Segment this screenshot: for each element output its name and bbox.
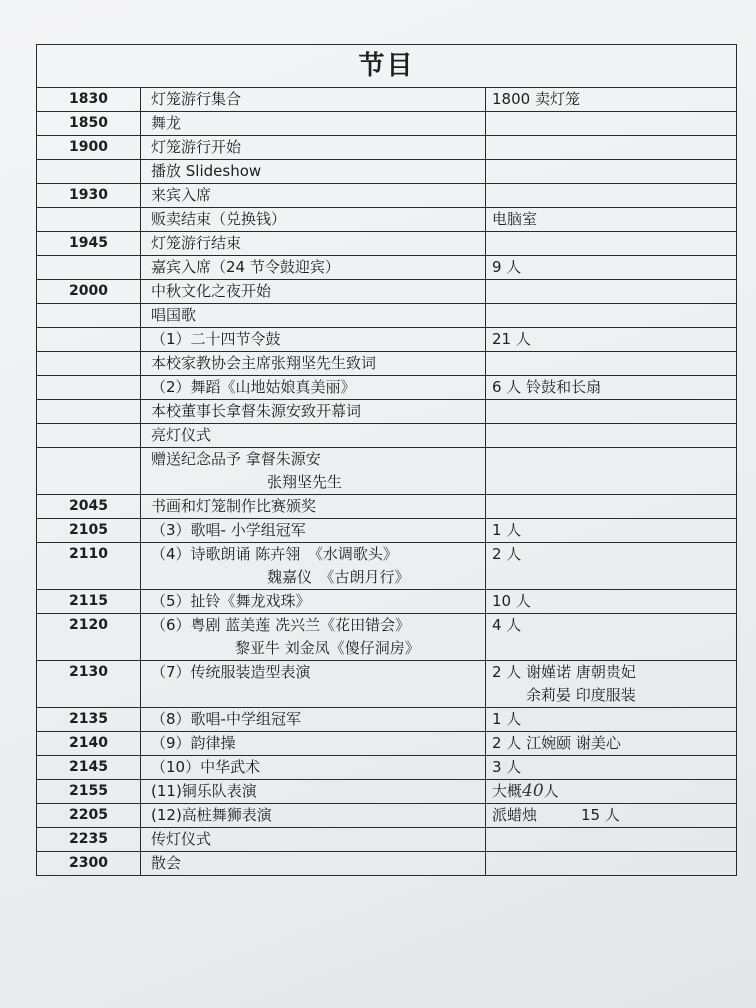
time-cell: 2000 [37, 280, 141, 304]
note-text: 大概 [492, 782, 523, 800]
note-line: 2 人 谢嫤诺 唐朝贵妃 [492, 663, 636, 681]
time-cell [37, 400, 141, 424]
program-line: （6）粤剧 蓝美莲 冼兴兰《花田错会》 [151, 616, 411, 634]
program-cell: 播放 Slideshow [141, 160, 486, 184]
program-line-2: 张翔坚先生 [267, 473, 343, 491]
program-table [36, 44, 737, 876]
table-row [37, 804, 737, 828]
table-row [37, 543, 737, 590]
program-cell [141, 614, 486, 661]
table-row [37, 708, 737, 732]
note-cell [486, 448, 737, 495]
time-cell [37, 424, 141, 448]
program-cell: 灯笼游行结束 [141, 232, 486, 256]
note-cell [486, 495, 737, 519]
table-row [37, 424, 737, 448]
note-cell: 9 人 [486, 256, 737, 280]
note-cell: 1 人 [486, 519, 737, 543]
time-cell: 2115 [37, 590, 141, 614]
program-line: （4）诗歌朗诵 陈卉翎 《水调歌头》 [151, 545, 398, 563]
time-cell: 2155 [37, 780, 141, 804]
time-cell [37, 328, 141, 352]
page-title: 节目 [37, 45, 737, 88]
note-cell: 2 人 [486, 543, 737, 590]
program-cell: 散会 [141, 852, 486, 876]
note-cell: 2 人 江婉颐 谢美心 [486, 732, 737, 756]
program-cell: （7）传统服装造型表演 [141, 661, 486, 708]
note-cell [486, 852, 737, 876]
note-cell: 3 人 [486, 756, 737, 780]
program-cell: 来宾入席 [141, 184, 486, 208]
time-cell: 1900 [37, 136, 141, 160]
table-row [37, 232, 737, 256]
table-row [37, 448, 737, 495]
note-cell [486, 160, 737, 184]
table-row [37, 495, 737, 519]
time-cell [37, 208, 141, 232]
table-row [37, 400, 737, 424]
note-cell [486, 352, 737, 376]
table-row [37, 160, 737, 184]
time-cell: 2105 [37, 519, 141, 543]
time-cell [37, 304, 141, 328]
table-row [37, 184, 737, 208]
time-cell: 2300 [37, 852, 141, 876]
note-cell [486, 136, 737, 160]
time-cell: 2130 [37, 661, 141, 708]
program-line-2: 魏嘉仪 《古朗月行》 [267, 568, 410, 586]
program-cell: 本校董事长拿督朱源安致开幕词 [141, 400, 486, 424]
table-row [37, 756, 737, 780]
note-cell [486, 424, 737, 448]
schedule-sheet [36, 44, 736, 876]
program-cell [141, 543, 486, 590]
handwritten-count: 40 [522, 781, 544, 801]
table-row [37, 780, 737, 804]
table-row [37, 136, 737, 160]
note-cell: 6 人 铃鼓和长扇 [486, 376, 737, 400]
program-cell: （10）中华武术 [141, 756, 486, 780]
table-row [37, 519, 737, 543]
time-cell: 1930 [37, 184, 141, 208]
table-row [37, 304, 737, 328]
table-row [37, 208, 737, 232]
table-row [37, 590, 737, 614]
time-cell: 1850 [37, 112, 141, 136]
note-tail: 15 人 [581, 806, 620, 824]
time-cell: 1830 [37, 88, 141, 112]
note-line-2: 余莉晏 印度服装 [526, 686, 636, 704]
note-cell: 1800 卖灯笼 [486, 88, 737, 112]
table-row [37, 828, 737, 852]
table-row [37, 352, 737, 376]
note-cell [486, 112, 737, 136]
program-cell: 贩卖结束（兑换钱） [141, 208, 486, 232]
program-cell: (12)高桩舞狮表演 [141, 804, 486, 828]
time-cell [37, 352, 141, 376]
time-cell [37, 376, 141, 400]
note-cell [486, 828, 737, 852]
program-cell [141, 448, 486, 495]
time-cell [37, 448, 141, 495]
note-cell: 10 人 [486, 590, 737, 614]
note-cell [486, 304, 737, 328]
program-cell: 嘉宾入席（24 节令鼓迎宾） [141, 256, 486, 280]
table-row [37, 661, 737, 708]
note-cell: 21 人 [486, 328, 737, 352]
note-cell: 1 人 [486, 708, 737, 732]
note-cell [486, 232, 737, 256]
note-tail: 人 [543, 782, 559, 800]
time-cell: 1945 [37, 232, 141, 256]
program-cell: 中秋文化之夜开始 [141, 280, 486, 304]
note-cell [486, 804, 737, 828]
title-row [37, 45, 737, 88]
program-cell: （5）扯铃《舞龙戏珠》 [141, 590, 486, 614]
time-cell: 2135 [37, 708, 141, 732]
program-cell: (11)铜乐队表演 [141, 780, 486, 804]
program-cell: 唱国歌 [141, 304, 486, 328]
program-cell: 本校家教协会主席张翔坚先生致词 [141, 352, 486, 376]
program-cell: （2）舞蹈《山地姑娘真美丽》 [141, 376, 486, 400]
note-cell [486, 661, 737, 708]
table-row [37, 280, 737, 304]
table-row [37, 732, 737, 756]
program-cell: （8）歌唱-中学组冠军 [141, 708, 486, 732]
note-cell: 4 人 [486, 614, 737, 661]
table-row [37, 376, 737, 400]
program-cell: 亮灯仪式 [141, 424, 486, 448]
note-cell [486, 280, 737, 304]
note-cell [486, 400, 737, 424]
note-cell: 电脑室 [486, 208, 737, 232]
table-row [37, 88, 737, 112]
program-cell: 灯笼游行集合 [141, 88, 486, 112]
table-row [37, 328, 737, 352]
time-cell: 2235 [37, 828, 141, 852]
note-cell [486, 184, 737, 208]
time-cell: 2120 [37, 614, 141, 661]
time-cell: 2110 [37, 543, 141, 590]
table-row [37, 852, 737, 876]
time-cell: 2045 [37, 495, 141, 519]
note-text: 派蜡烛 [492, 806, 538, 824]
program-cell: （3）歌唱- 小学组冠军 [141, 519, 486, 543]
program-cell: 书画和灯笼制作比赛颁奖 [141, 495, 486, 519]
time-cell: 2140 [37, 732, 141, 756]
table-row [37, 256, 737, 280]
table-row [37, 614, 737, 661]
program-line-2: 黎亚牛 刘金凤《傻仔洞房》 [235, 639, 420, 657]
time-cell: 2205 [37, 804, 141, 828]
table-row [37, 112, 737, 136]
program-cell: 传灯仪式 [141, 828, 486, 852]
time-cell [37, 256, 141, 280]
program-cell: （1）二十四节令鼓 [141, 328, 486, 352]
program-line: 赠送纪念品予 拿督朱源安 [151, 450, 321, 468]
note-cell [486, 780, 737, 804]
program-cell: 灯笼游行开始 [141, 136, 486, 160]
program-cell: （9）韵律操 [141, 732, 486, 756]
time-cell: 2145 [37, 756, 141, 780]
time-cell [37, 160, 141, 184]
program-cell: 舞龙 [141, 112, 486, 136]
